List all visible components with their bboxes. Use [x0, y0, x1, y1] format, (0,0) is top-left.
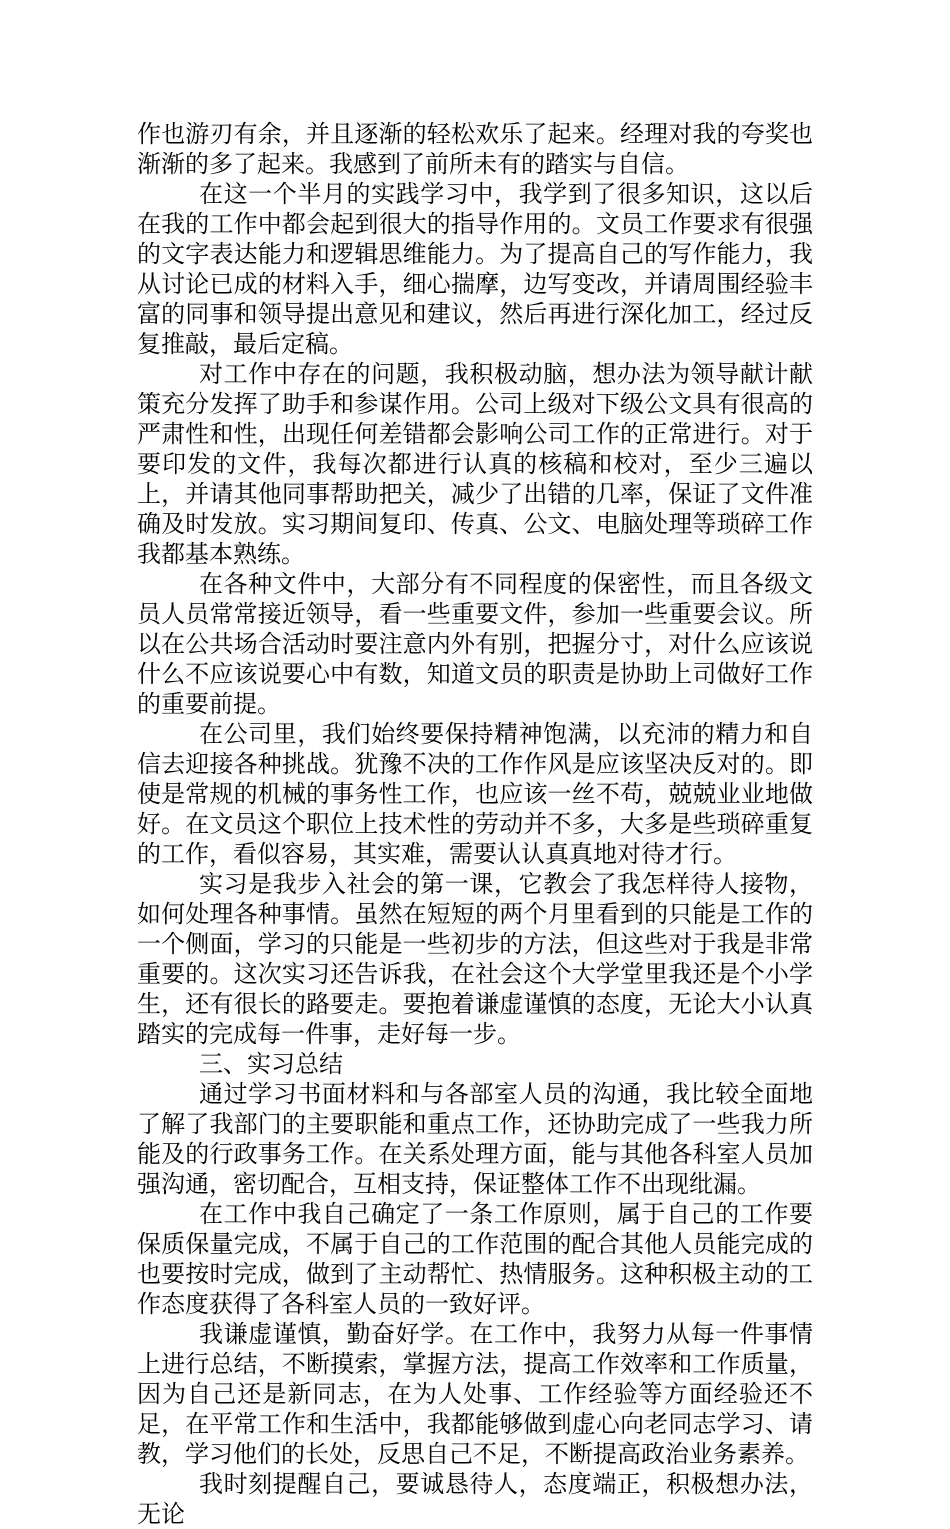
- paragraph-modesty: 我谦虚谨慎，勤奋好学。在工作中，我努力从每一件事情上进行总结，不断摸索，掌握方法，提高工作效率和工作质量，因为自己还是新同志，在为人处事、工作经验等方面经验还不足，在平常工作和生活中，我都能够做到虚心向老同志学习、请教，学习他们的长处，反思自己不足，不断提高政治业务素养。: [137, 1320, 813, 1468]
- section-heading-summary: 三、实习总结: [199, 1050, 343, 1078]
- paragraph-spirit: 在公司里，我们始终要保持精神饱满，以充沛的精力和自信去迎接各种挑战。犹豫不决的工作作风是应该坚决反对的。即使是常规的机械的事务性工作，也应该一丝不苟，兢兢业业地做好。在文员这个职位上技术性的劳动并不多，大多是些琐碎重复的工作，看似容易，其实难，需要认认真真地对待才行。: [137, 720, 813, 868]
- paragraph-reminder: 我时刻提醒自己，要诚恳待人，态度端正，积极想办法，无论: [137, 1470, 813, 1528]
- paragraph-practice-learning: 在这一个半月的实践学习中，我学到了很多知识，这以后在我的工作中都会起到很大的指导作用的。文员工作要求有很强的文字表达能力和逻辑思维能力。为了提高自己的写作能力，我从讨论已成的材料入手，细心揣摩，边写变改，并请周围经验丰富的同事和领导提出意见和建议，然后再进行深化加工，经过反复推敲，最后定稿。: [137, 180, 813, 358]
- document-body: [137, 119, 813, 1529]
- paragraph-problem-solving: 对工作中存在的问题，我积极动脑，想办法为领导献计献策充分发挥了助手和参谋作用。公司上级对下级公文具有很高的严肃性和性，出现任何差错都会影响公司工作的正常进行。对于要印发的文件，我每次都进行认真的核稿和校对，至少三遍以上，并请其他同事帮助把关，减少了出错的几率，保证了文件准确及时发放。实习期间复印、传真、公文、电脑处理等琐碎工作我都基本熟练。: [137, 360, 813, 568]
- paragraph-first-lesson: 实习是我步入社会的第一课，它教会了我怎样待人接物，如何处理各种事情。虽然在短短的两个月里看到的只能是工作的一个侧面，学习的只能是一些初步的方法，但这些对于我是非常重要的。这次实习还告诉我，在社会这个大学堂里我还是个小学生，还有很长的路要走。要抱着谦虚谨慎的态度，无论大小认真踏实的完成每一件事，走好每一步。: [137, 870, 813, 1048]
- paragraph-confidentiality: 在各种文件中，大部分有不同程度的保密性，而且各级文员人员常常接近领导，看一些重要文件，参加一些重要会议。所以在公共场合活动时要注意内外有别，把握分寸，对什么应该说什么不应该说要心中有数，知道文员的职责是协助上司做好工作的重要前提。: [137, 570, 813, 718]
- paragraph-work-principle: 在工作中我自己确定了一条工作原则，属于自己的工作要保质保量完成，不属于自己的工作范围的配合其他人员能完成的也要按时完成，做到了主动帮忙、热情服务。这种积极主动的工作态度获得了各科室人员的一致好评。: [137, 1200, 813, 1318]
- paragraph-communication: 通过学习书面材料和与各部室人员的沟通，我比较全面地了解了我部门的主要职能和重点工作，还协助完成了一些我力所能及的行政事务工作。在关系处理方面，能与其他各科室人员加强沟通，密切配合，互相支持，保证整体工作不出现纰漏。: [137, 1080, 813, 1198]
- paragraph-continuation: 作也游刃有余，并且逐渐的轻松欢乐了起来。经理对我的夸奖也渐渐的多了起来。我感到了前所未有的踏实与自信。: [137, 120, 813, 178]
